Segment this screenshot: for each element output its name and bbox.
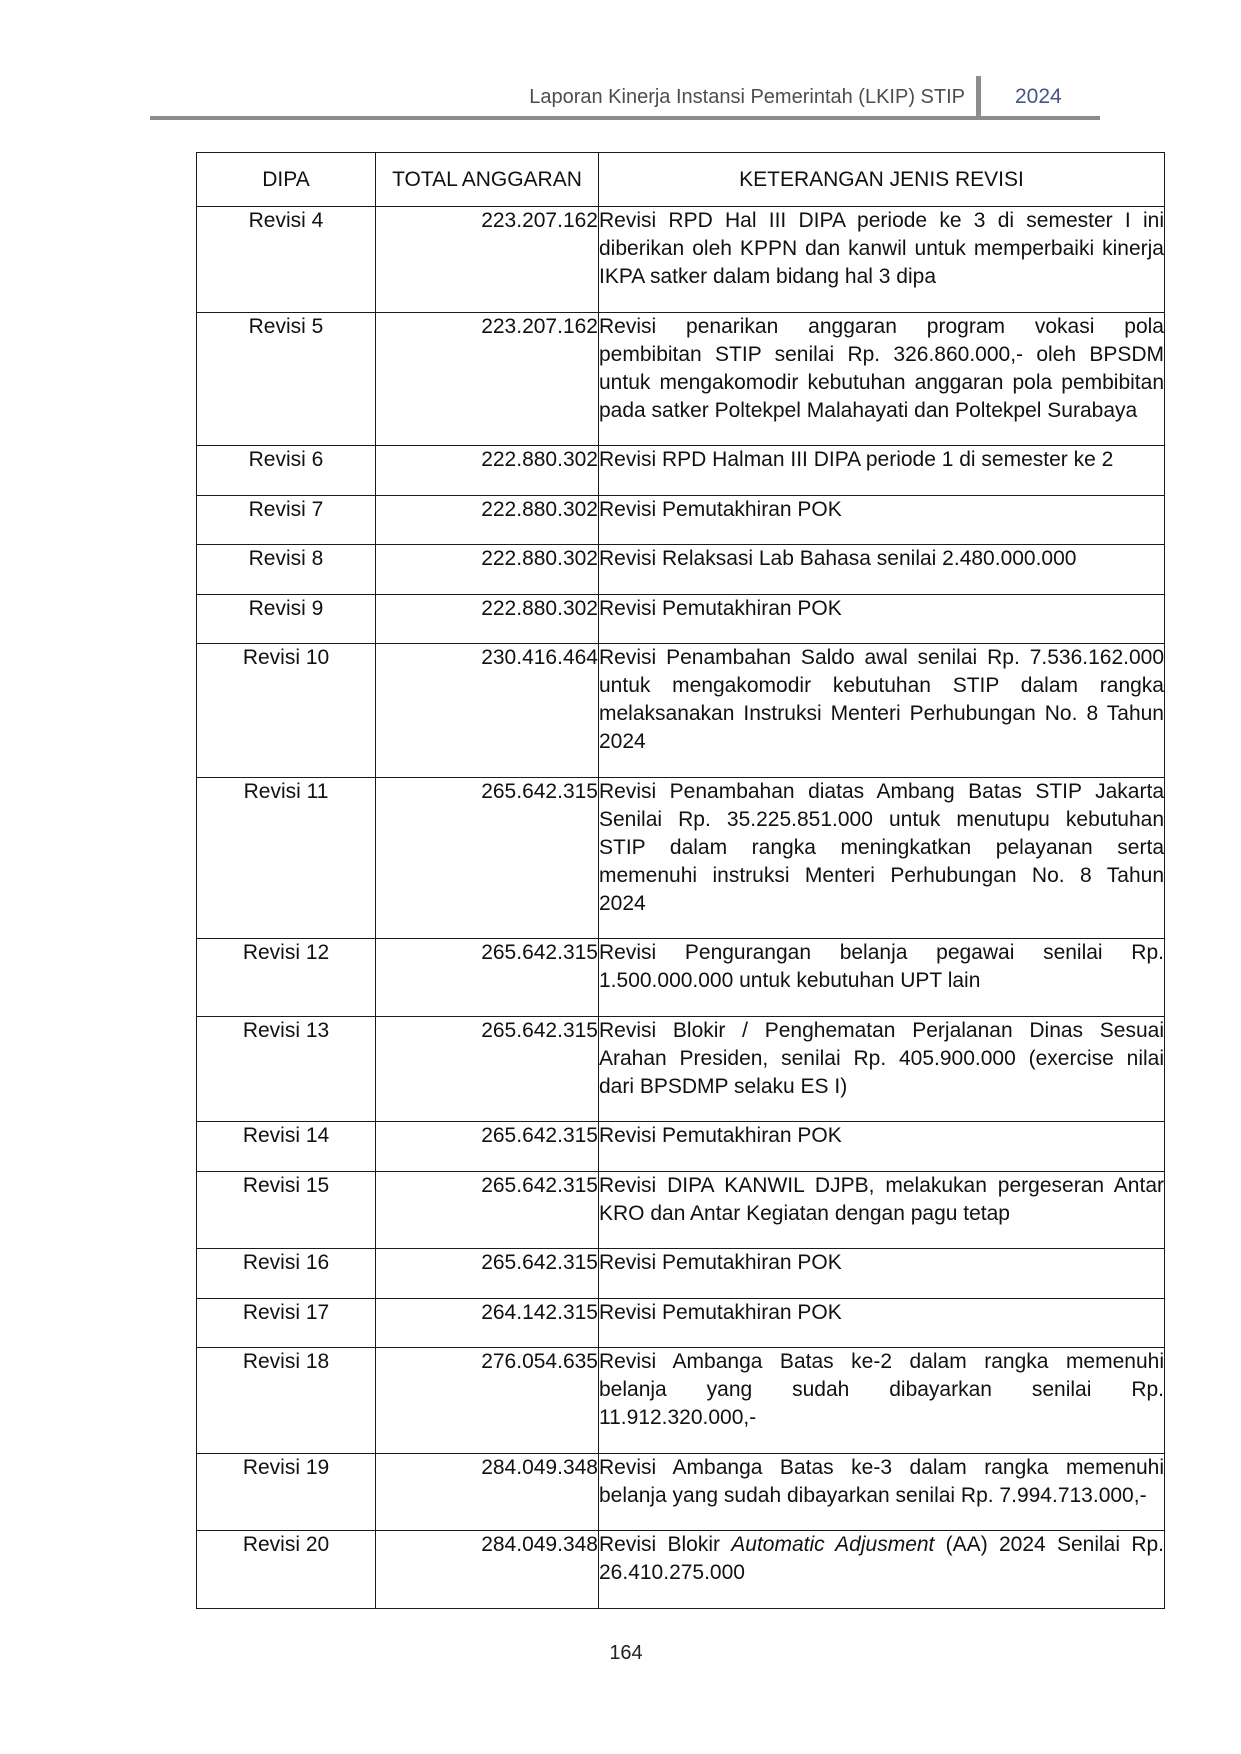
- description-line: pada satker Poltekpel Malahayati dan Poltekpel Surabaya: [599, 398, 1138, 422]
- description-line: Revisi Relaksasi Lab Bahasa senilai 2.480.000.000: [599, 547, 1077, 570]
- description-line: Senilai Rp. 35.225.851.000 untuk menutupu kebutuhan: [599, 807, 1164, 831]
- dipa-cell: Revisi 15: [197, 1171, 376, 1249]
- text-segment: Revisi Blokir: [599, 1533, 732, 1556]
- description-cell: [599, 1453, 1165, 1531]
- description-line: KRO dan Antar Kegiatan dengan pagu tetap: [599, 1201, 1010, 1225]
- revision-table: [196, 152, 1165, 1609]
- column-header-dipa: DIPA: [197, 153, 376, 207]
- description-line: IKPA satker dalam bidang hal 3 dipa: [599, 265, 936, 288]
- description-line: melaksanakan Instruksi Menteri Perhubungan No. 8 Tahun: [599, 702, 1164, 725]
- description-cell: [599, 207, 1165, 313]
- dipa-cell: Revisi 14: [197, 1122, 376, 1172]
- dipa-cell: Revisi 8: [197, 545, 376, 595]
- description-cell: [599, 1348, 1165, 1454]
- table-row: [197, 1531, 1165, 1609]
- total-anggaran-cell: 284.049.348: [376, 1453, 599, 1531]
- description-cell: [599, 1122, 1165, 1172]
- description-line: 1.500.000.000 untuk kebutuhan UPT lain: [599, 969, 981, 992]
- description-line: Revisi Penambahan diatas Ambang Batas STIP Jakarta: [599, 779, 1164, 803]
- total-anggaran-cell: 264.142.315: [376, 1298, 599, 1348]
- table-row: [197, 1249, 1165, 1299]
- dipa-cell: Revisi 12: [197, 939, 376, 1017]
- total-anggaran-cell: 265.642.315: [376, 939, 599, 1017]
- total-anggaran-cell: 222.880.302: [376, 545, 599, 595]
- report-title: Laporan Kinerja Instansi Pemerintah (LKIP) STIP: [529, 86, 965, 108]
- dipa-cell: Revisi 17: [197, 1298, 376, 1348]
- total-anggaran-cell: 265.642.315: [376, 1171, 599, 1249]
- column-header-keterangan: KETERANGAN JENIS REVISI: [599, 153, 1165, 207]
- total-anggaran-cell: 222.880.302: [376, 446, 599, 496]
- description-line: Revisi RPD Halman III DIPA periode 1 di semester ke 2: [599, 448, 1114, 471]
- description-cell: [599, 446, 1165, 496]
- description-line: STIP dalam rangka meningkatkan pelayanan serta: [599, 835, 1164, 859]
- dipa-cell: Revisi 9: [197, 594, 376, 644]
- description-line: Revisi Pemutakhiran POK: [599, 1124, 842, 1147]
- description-line: 2024: [599, 891, 646, 915]
- table-row: [197, 939, 1165, 1017]
- description-line: Revisi Penambahan Saldo awal senilai Rp. 7.536.162.000: [599, 646, 1164, 669]
- total-anggaran-cell: 265.642.315: [376, 1016, 599, 1122]
- description-line: [599, 1531, 1164, 1559]
- description-line: untuk mengakomodir kebutuhan STIP dalam rangka: [599, 674, 1164, 697]
- dipa-cell: Revisi 19: [197, 1453, 376, 1531]
- dipa-cell: Revisi 6: [197, 446, 376, 496]
- dipa-cell: Revisi 18: [197, 1348, 376, 1454]
- dipa-cell: Revisi 11: [197, 777, 376, 939]
- table-row: [197, 1122, 1165, 1172]
- description-cell: [599, 1171, 1165, 1249]
- total-anggaran-cell: 222.880.302: [376, 495, 599, 545]
- description-cell: [599, 495, 1165, 545]
- description-cell: [599, 644, 1165, 778]
- header-rule: [150, 116, 1100, 120]
- dipa-cell: Revisi 7: [197, 495, 376, 545]
- table-row: [197, 495, 1165, 545]
- description-line: diberikan oleh KPPN dan kanwil untuk memperbaiki kinerja: [599, 237, 1164, 260]
- table-row: [197, 644, 1165, 778]
- italic-term: Automatic Adjusment: [731, 1533, 935, 1556]
- dipa-cell: Revisi 4: [197, 207, 376, 313]
- total-anggaran-cell: 265.642.315: [376, 777, 599, 939]
- description-line: untuk mengakomodir kebutuhan anggaran pola pembibitan: [599, 370, 1164, 394]
- table-row: [197, 1016, 1165, 1122]
- dipa-cell: Revisi 20: [197, 1531, 376, 1609]
- total-anggaran-cell: 284.049.348: [376, 1531, 599, 1609]
- total-anggaran-cell: 276.054.635: [376, 1348, 599, 1454]
- table-row: [197, 1171, 1165, 1249]
- description-line: Revisi Pengurangan belanja pegawai senilai Rp.: [599, 941, 1164, 964]
- total-anggaran-cell: 223.207.162: [376, 207, 599, 313]
- dipa-cell: Revisi 10: [197, 644, 376, 778]
- table-row: [197, 545, 1165, 595]
- total-anggaran-cell: 230.416.464: [376, 644, 599, 778]
- table-row: [197, 1348, 1165, 1454]
- total-anggaran-cell: 222.880.302: [376, 594, 599, 644]
- table-row: [197, 1298, 1165, 1348]
- description-line: Revisi Pemutakhiran POK: [599, 497, 842, 521]
- description-line: belanja yang sudah dibayarkan senilai Rp.: [599, 1378, 1164, 1401]
- description-line: Revisi Pemutakhiran POK: [599, 1300, 842, 1324]
- description-line: Arahan Presiden, senilai Rp. 405.900.000 (exercise nilai: [599, 1046, 1164, 1070]
- dipa-cell: Revisi 13: [197, 1016, 376, 1122]
- description-cell: [599, 1531, 1165, 1609]
- table-row: [197, 312, 1165, 446]
- description-line: 11.912.320.000,-: [599, 1406, 757, 1429]
- description-line: 26.410.275.000: [599, 1561, 745, 1584]
- description-cell: [599, 594, 1165, 644]
- table-row: [197, 594, 1165, 644]
- description-line: dari BPSDMP selaku ES I): [599, 1074, 848, 1098]
- description-cell: [599, 312, 1165, 446]
- table-row: [197, 446, 1165, 496]
- description-cell: [599, 545, 1165, 595]
- description-line: Revisi penarikan anggaran program vokasi pola: [599, 314, 1164, 338]
- description-line: Revisi Ambanga Batas ke-3 dalam rangka memenuhi: [599, 1455, 1164, 1479]
- total-anggaran-cell: 265.642.315: [376, 1122, 599, 1172]
- text-segment: (AA) 2024 Senilai Rp.: [934, 1533, 1164, 1556]
- table-row: [197, 207, 1165, 313]
- description-line: Revisi RPD Hal III DIPA periode ke 3 di semester I ini: [599, 209, 1164, 232]
- dipa-cell: Revisi 5: [197, 312, 376, 446]
- description-line: memenuhi instruksi Menteri Perhubungan No. 8 Tahun: [599, 863, 1164, 887]
- total-anggaran-cell: 223.207.162: [376, 312, 599, 446]
- description-line: Revisi DIPA KANWIL DJPB, melakukan pergeseran Antar: [599, 1173, 1164, 1197]
- description-line: Revisi Blokir / Penghematan Perjalanan Dinas Sesuai: [599, 1018, 1164, 1042]
- total-anggaran-cell: 265.642.315: [376, 1249, 599, 1299]
- table-row: [197, 1453, 1165, 1531]
- report-year: 2024: [1015, 85, 1062, 108]
- description-cell: [599, 1298, 1165, 1348]
- description-line: Revisi Pemutakhiran POK: [599, 1251, 842, 1274]
- table-row: [197, 777, 1165, 939]
- description-line: Revisi Ambanga Batas ke-2 dalam rangka memenuhi: [599, 1350, 1164, 1373]
- column-header-total-anggaran: TOTAL ANGGARAN: [376, 153, 599, 207]
- header-divider: [976, 76, 981, 120]
- description-cell: [599, 1016, 1165, 1122]
- description-cell: [599, 1249, 1165, 1299]
- page-number: 164: [609, 1642, 643, 1664]
- table-header-row: [197, 153, 1165, 207]
- table-body: [197, 207, 1165, 1609]
- description-line: Revisi Pemutakhiran POK: [599, 596, 842, 620]
- description-line: 2024: [599, 730, 646, 753]
- description-line: belanja yang sudah dibayarkan senilai Rp. 7.994.713.000,-: [599, 1483, 1147, 1507]
- description-line: pembibitan STIP senilai Rp. 326.860.000,- oleh BPSDM: [599, 342, 1164, 366]
- dipa-cell: Revisi 16: [197, 1249, 376, 1299]
- description-cell: [599, 777, 1165, 939]
- description-cell: [599, 939, 1165, 1017]
